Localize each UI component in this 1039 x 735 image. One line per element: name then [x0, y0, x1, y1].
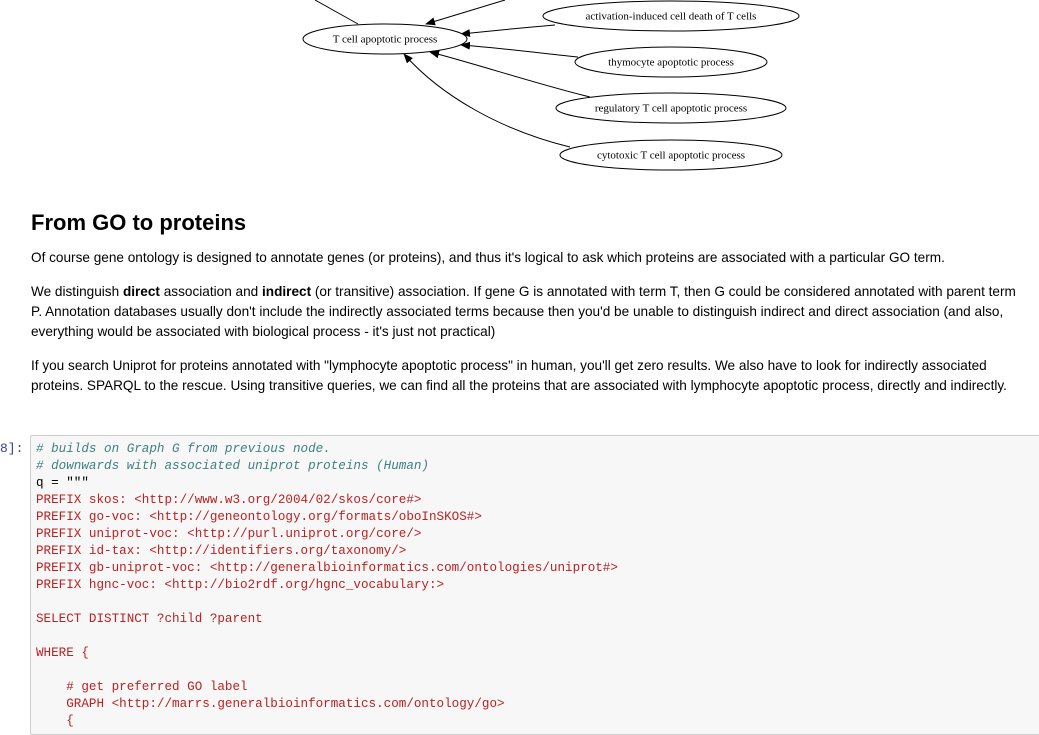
code-line: SELECT DISTINCT ?child ?parent	[36, 612, 263, 626]
p2-text-1: We distinguish	[31, 284, 123, 299]
cell-prompt: 8]:	[0, 441, 24, 456]
code-line	[36, 662, 618, 679]
p2-text-2: association and	[159, 284, 262, 299]
intro-paragraph: Of course gene ontology is designed to annotate genes (or proteins), and thus it's logical to ask which proteins are associated with a particular GO term.	[31, 250, 945, 265]
edge-regulatory	[430, 52, 590, 97]
code-editor[interactable]	[36, 441, 618, 730]
code-line: PREFIX id-tax: <http://identifiers.org/taxonomy/>	[36, 544, 407, 558]
association-paragraph	[31, 282, 1021, 342]
sparql-paragraph: If you search Uniprot for proteins annotated with "lymphocyte apoptotic process" in human, you'll get zero results. We also have to look for indirectly associated proteins. SPARQL to the rescue. Using transitive queries, we can find all the proteins that are associated with lymphocyte apoptotic process, directly and indirectly.	[31, 358, 1007, 393]
edge-to-parent	[315, 0, 358, 24]
edge-from-upper	[426, 0, 505, 24]
code-line: PREFIX skos: <http://www.w3.org/2004/02/skos/core#>	[36, 493, 422, 507]
indirect-bold: indirect	[262, 284, 312, 299]
code-line: PREFIX uniprot-voc: <http://purl.uniprot.org/core/>	[36, 527, 422, 541]
direct-bold: direct	[122, 284, 160, 299]
code-line	[36, 594, 618, 611]
go-term-graph	[0, 0, 1039, 180]
node-regulatory-label: regulatory T cell apoptotic process	[594, 102, 748, 115]
code-line: q = """	[36, 476, 89, 490]
section-heading: From GO to proteins	[31, 210, 247, 235]
code-line: # builds on Graph G from previous node.	[36, 442, 331, 456]
code-line	[36, 628, 618, 645]
code-line: # get preferred GO label	[36, 680, 248, 694]
node-t-cell-apoptotic-label: T cell apoptotic process	[332, 33, 438, 46]
node-activation-induced-label: activation-induced cell death of T cells	[585, 10, 757, 23]
code-line: PREFIX go-voc: <http://geneontology.org/formats/oboInSKOS#>	[36, 510, 482, 524]
edge-activation	[461, 25, 555, 34]
code-line: PREFIX gb-uniprot-voc: <http://generalbioinformatics.com/ontologies/uniprot#>	[36, 561, 618, 575]
code-line: PREFIX hgnc-voc: <http://bio2rdf.org/hgnc_vocabulary:>	[36, 578, 445, 592]
code-line: GRAPH <http://marrs.generalbioinformatics.com/ontology/go>	[36, 697, 505, 711]
node-cytotoxic-label: cytotoxic T cell apoptotic process	[596, 149, 746, 162]
p2-text-3: (or transitive) association. If gene G is annotated with term T, then G could be considered annotated with parent term P. Annotation databases usually don't include the indirectly associated terms because then you'd be unable to distinguish indirect and direct association (and also, everything would be associated with biological process - it's just not practical)	[31, 284, 1016, 339]
code-line: {	[36, 714, 74, 728]
code-line: # downwards with associated uniprot proteins (Human)	[36, 459, 429, 473]
code-line: WHERE {	[36, 646, 89, 660]
node-thymocyte-label: thymocyte apoptotic process	[608, 56, 734, 69]
edge-thymocyte	[461, 45, 578, 57]
